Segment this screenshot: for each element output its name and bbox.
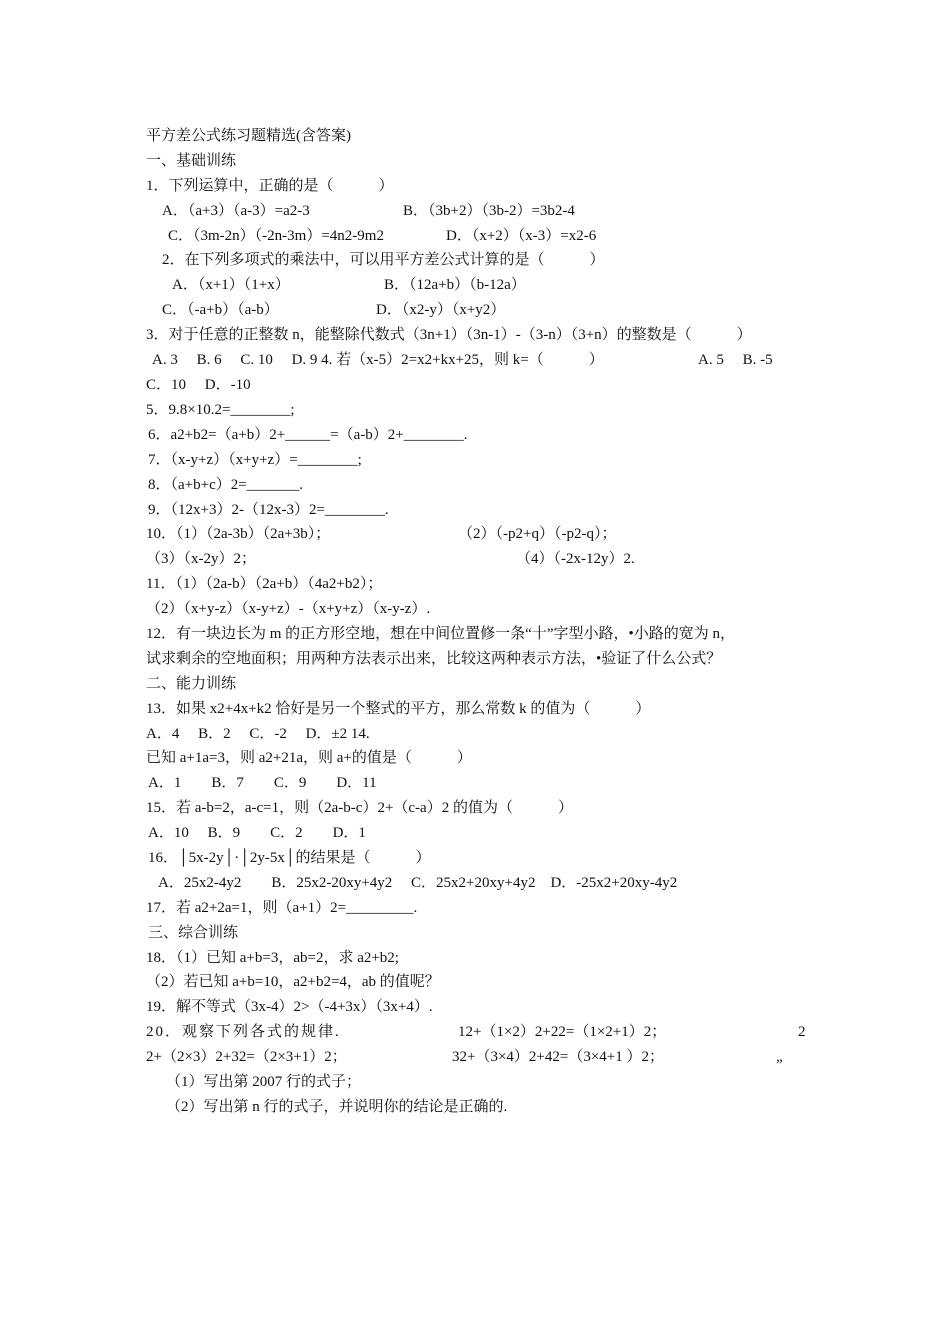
q20-pattern-row-2-start: 2 bbox=[798, 1024, 806, 1040]
question-7: 7．（x-y+z）（x+y+z）=________; bbox=[148, 452, 362, 468]
question-2: 2．在下列多项式的乘法中，可以用平方差公式计算的是（ ） bbox=[162, 252, 605, 268]
question-14: 已知 a+1a=3，则 a2+21a，则 a+的值是（ ） bbox=[146, 750, 472, 766]
q1-option-d: D．（x+2）（x-3）=x2-6 bbox=[446, 228, 597, 244]
question-10-part-4: （4）（-2x-12y）2. bbox=[516, 551, 635, 567]
question-15: 15．若 a-b=2，a-c=1，则（2a-b-c）2+（c-a）2 的值为（ ） bbox=[146, 800, 573, 816]
question-8: 8．（a+b+c）2=_______. bbox=[148, 477, 303, 493]
question-10-part-1: 10．（1）（2a-3b）（2a+3b）； bbox=[146, 526, 331, 542]
q20-ellipsis: „ bbox=[776, 1049, 783, 1065]
q14-options: A．1 B．7 C．9 D．11 bbox=[148, 775, 377, 791]
question-6: 6．a2+b2=（a+b）2+______=（a-b）2+________. bbox=[148, 427, 468, 443]
q4-options-ab: A. 5 B. -5 bbox=[698, 352, 773, 368]
question-12-line-2: 试求剩余的空地面积；用两种方法表示出来，比较这两种表示方法，•验证了什么公式？ bbox=[146, 651, 722, 667]
question-11-part-2: （2）（x+y-z）（x-y+z）-（x+y+z）（x-y-z）. bbox=[146, 601, 431, 617]
section-heading-basic: 一、基础训练 bbox=[146, 153, 237, 169]
q4-options-cd: C．10 D．-10 bbox=[146, 377, 251, 393]
question-3: 3．对于任意的正整数 n，能整除代数式（3n+1）（3n-1）-（3-n）（3+n）的整数是（ ） bbox=[146, 327, 752, 343]
question-10-part-3: （3）（x-2y）2； bbox=[146, 551, 256, 567]
q13-options: A．4 B．2 C．-2 D．±2 14. bbox=[146, 726, 370, 742]
q20-pattern-row-3: 32+（3×4）2+42=（3×4+1 ）2； bbox=[452, 1049, 665, 1065]
question-20-part-2: （2）写出第 n 行的式子，并说明你的结论是正确的. bbox=[166, 1099, 508, 1115]
q2-option-c: C．（-a+b）（a-b） bbox=[162, 302, 279, 318]
section-heading-ability: 二、能力训练 bbox=[146, 676, 237, 692]
q1-option-b: B．（3b+2）（3b-2）=3b2-4 bbox=[403, 203, 575, 219]
q2-option-a: A．（x+1）（1+x） bbox=[172, 277, 290, 293]
question-9: 9．（12x+3）2-（12x-3）2=________. bbox=[148, 502, 389, 518]
q15-options: A．10 B．9 C．2 D．1 bbox=[148, 825, 366, 841]
q1-option-c: C．（3m-2n）（-2n-3m）=4n2-9m2 bbox=[168, 228, 384, 244]
question-13: 13．如果 x2+4x+k2 恰好是另一个整式的平方，那么常数 k 的值为（ ） bbox=[146, 701, 651, 717]
question-20-part-1: （1）写出第 2007 行的式子； bbox=[166, 1074, 362, 1090]
question-1: 1．下列运算中，正确的是（ ） bbox=[146, 178, 394, 194]
question-18-part-1: 18．（1）已知 a+b=3，ab=2，求 a2+b2; bbox=[146, 950, 399, 966]
question-19: 19．解不等式（3x-4）2>（-4+3x）（3x+4）. bbox=[146, 999, 433, 1015]
question-12-line-1: 12．有一块边长为 m 的正方形空地，想在中间位置修一条“十”字型小路，•小路的宽为 n， bbox=[146, 626, 735, 642]
q2-option-d: D．（x2-y）（x+y2） bbox=[376, 302, 506, 318]
question-16: 16．│5x-2y│·│2y-5x│的结果是（ ） bbox=[148, 850, 431, 866]
question-11-part-1: 11．（1）（2a-b）（2a+b）（4a2+b2）； bbox=[146, 576, 383, 592]
question-17: 17．若 a2+2a=1，则（a+1）2=_________. bbox=[146, 900, 418, 916]
section-heading-comprehensive: 三、综合训练 bbox=[148, 925, 239, 941]
question-18-part-2: （2）若已知 a+b=10，a2+b2=4，ab 的值呢？ bbox=[146, 974, 440, 990]
q20-pattern-row-1: 12+（1×2）2+22=（1×2+1）2； bbox=[458, 1024, 667, 1040]
question-10-part-2: （2）（-p2+q）（-p2-q）； bbox=[458, 526, 617, 542]
q3-options-and-question-4: A. 3 B. 6 C. 10 D. 9 4. 若（x-5）2=x2+kx+25，则 k=（ ） bbox=[152, 352, 604, 368]
document-title: 平方差公式练习题精选(含答案) bbox=[146, 128, 351, 144]
q1-option-a: A．（a+3）（a-3）=a2-3 bbox=[162, 203, 310, 219]
question-5: 5．9.8×10.2=________; bbox=[146, 402, 295, 418]
q2-option-b: B．（12a+b）（b-12a） bbox=[384, 277, 526, 293]
q16-options: A．25x2-4y2 B．25x2-20xy+4y2 C．25x2+20xy+4y2 D．-25x2+20xy-4y2 bbox=[158, 875, 678, 891]
q20-pattern-row-2: 2+（2×3）2+32=（2×3+1）2； bbox=[146, 1049, 347, 1065]
question-20: 20．观察下列各式的规律. bbox=[146, 1024, 341, 1040]
